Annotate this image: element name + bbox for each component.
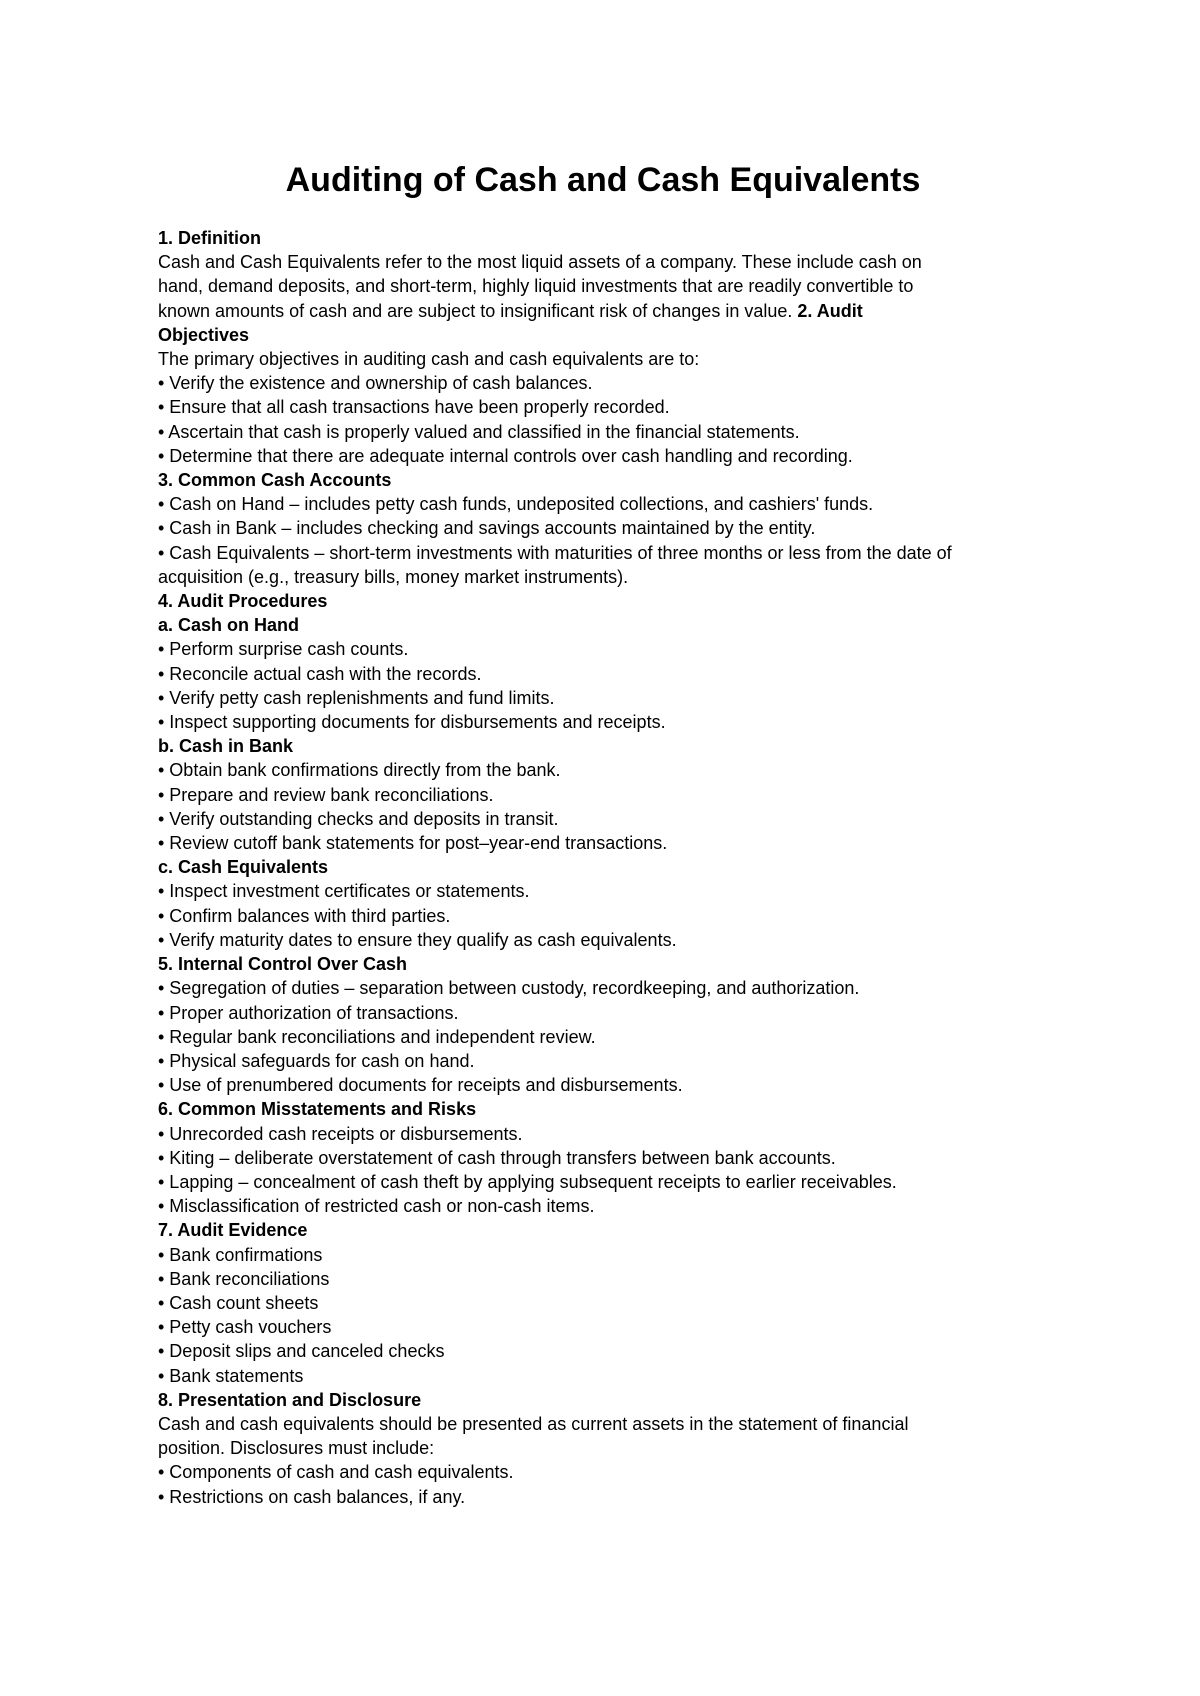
list-item: • Bank statements (158, 1365, 304, 1386)
list-item: • Obtain bank confirmations directly from the bank. (158, 760, 561, 781)
list-item: • Verify maturity dates to ensure they qualify as cash equivalents. (158, 929, 677, 950)
body-line-with-inline-heading (158, 299, 1060, 323)
list-item: • Cash on Hand – includes petty cash funds, undeposited collections, and cashiers' funds. (158, 494, 874, 515)
section-heading-audit-objectives-end: Objectives (158, 324, 250, 345)
body-line: hand, demand deposits, and short-term, highly liquid investments that are readily convertible to (158, 276, 914, 297)
list-item: • Kiting – deliberate overstatement of cash through transfers between bank accounts. (158, 1147, 836, 1168)
document-title: Auditing of Cash and Cash Equivalents (285, 161, 921, 199)
list-item: • Lapping – concealment of cash theft by applying subsequent receipts to earlier receivables. (158, 1171, 897, 1192)
section-heading-presentation-disclosure: 8. Presentation and Disclosure (158, 1389, 422, 1410)
list-item: • Physical safeguards for cash on hand. (158, 1050, 475, 1071)
list-item: • Unrecorded cash receipts or disbursements. (158, 1123, 523, 1144)
list-item: • Verify petty cash replenishments and fund limits. (158, 687, 555, 708)
body-line: Cash and cash equivalents should be presented as current assets in the statement of financial (158, 1413, 909, 1434)
list-item: • Perform surprise cash counts. (158, 639, 409, 660)
section-heading-common-cash-accounts: 3. Common Cash Accounts (158, 470, 392, 491)
list-item: • Ensure that all cash transactions have been properly recorded. (158, 397, 670, 418)
body-text: known amounts of cash and are subject to insignificant risk of changes in value. (158, 300, 793, 321)
subsection-heading-cash-in-bank: b. Cash in Bank (158, 736, 294, 757)
section-heading-audit-evidence: 7. Audit Evidence (158, 1220, 308, 1241)
list-item: • Review cutoff bank statements for post–year-end transactions. (158, 833, 668, 854)
body-line: Cash and Cash Equivalents refer to the most liquid assets of a company. These include cash on (158, 252, 922, 273)
section-heading-audit-procedures: 4. Audit Procedures (158, 591, 328, 612)
body-line: The primary objectives in auditing cash and cash equivalents are to: (158, 349, 700, 370)
list-item: • Regular bank reconciliations and independent review. (158, 1026, 596, 1047)
list-item: • Cash Equivalents – short-term investments with maturities of three months or less from the date of (158, 542, 952, 563)
subsection-heading-cash-on-hand: a. Cash on Hand (158, 615, 300, 636)
list-item: • Reconcile actual cash with the records. (158, 663, 482, 684)
section-heading-audit-objectives-start: 2. Audit (797, 300, 863, 321)
document-body (158, 226, 1060, 1509)
list-item: • Deposit slips and canceled checks (158, 1341, 445, 1362)
section-heading-misstatements-risks: 6. Common Misstatements and Risks (158, 1099, 477, 1120)
list-item: • Cash count sheets (158, 1292, 319, 1313)
list-item: • Use of prenumbered documents for receipts and disbursements. (158, 1075, 683, 1096)
list-item: • Components of cash and cash equivalents. (158, 1462, 514, 1483)
list-item: • Determine that there are adequate internal controls over cash handling and recording. (158, 445, 853, 466)
list-item: • Confirm balances with third parties. (158, 905, 451, 926)
list-item: • Inspect investment certificates or statements. (158, 881, 530, 902)
section-heading-definition: 1. Definition (158, 228, 261, 248)
list-item: • Restrictions on cash balances, if any. (158, 1486, 466, 1507)
body-line: position. Disclosures must include: (158, 1438, 435, 1459)
subsection-heading-cash-equivalents: c. Cash Equivalents (158, 857, 329, 878)
section-heading-internal-control: 5. Internal Control Over Cash (158, 954, 408, 975)
list-item: • Ascertain that cash is properly valued and classified in the financial statements. (158, 421, 800, 442)
list-item: • Misclassification of restricted cash or non-cash items. (158, 1196, 595, 1217)
list-item: • Proper authorization of transactions. (158, 1002, 459, 1023)
list-item: • Segregation of duties – separation between custody, recordkeeping, and authorization. (158, 978, 860, 999)
list-item: • Bank confirmations (158, 1244, 323, 1265)
list-item: • Verify outstanding checks and deposits in transit. (158, 808, 559, 829)
list-item: • Petty cash vouchers (158, 1317, 332, 1338)
list-item: • Verify the existence and ownership of cash balances. (158, 373, 593, 394)
list-item: • Inspect supporting documents for disbursements and receipts. (158, 712, 666, 733)
list-item-continuation: acquisition (e.g., treasury bills, money market instruments). (158, 566, 629, 587)
list-item: • Bank reconciliations (158, 1268, 330, 1289)
list-item: • Prepare and review bank reconciliations. (158, 784, 494, 805)
list-item: • Cash in Bank – includes checking and savings accounts maintained by the entity. (158, 518, 816, 539)
